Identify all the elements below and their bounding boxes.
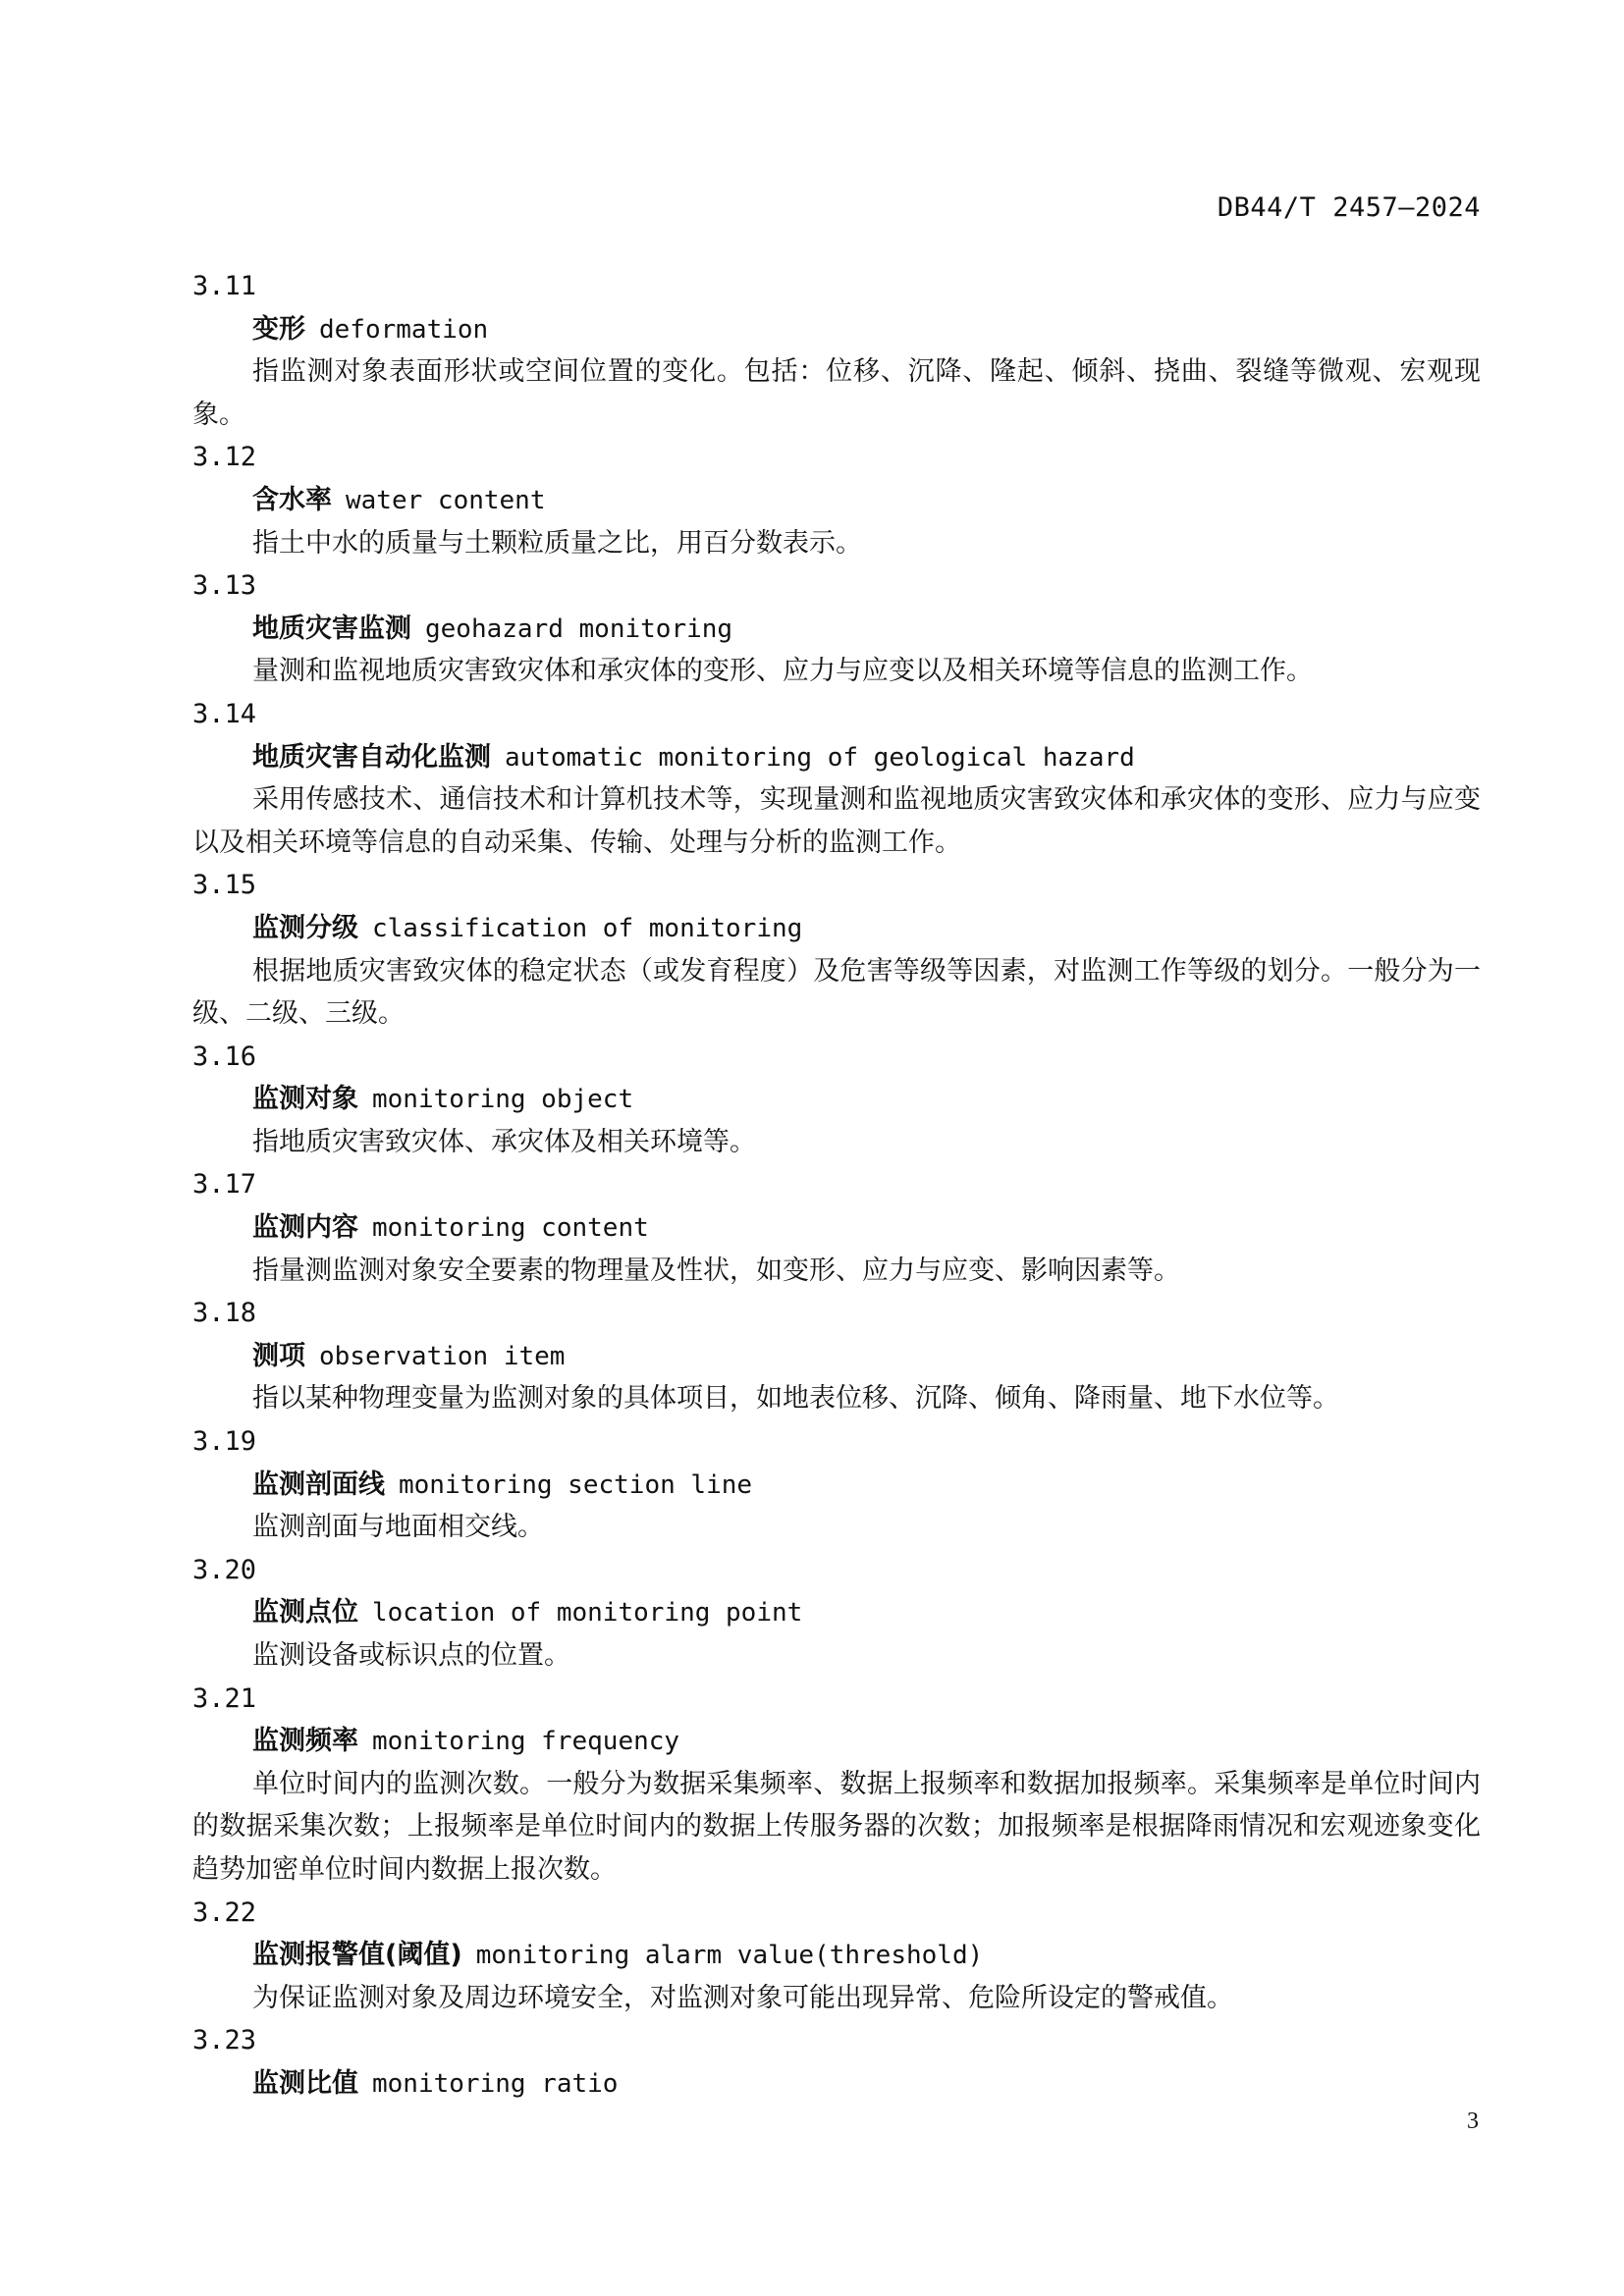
term-english: automatic monitoring of geological hazard [505,742,1135,773]
term-entry-3-19 [192,1420,1481,1549]
term-chinese: 监测比值 [252,2067,358,2099]
term-english: monitoring ratio [372,2068,619,2099]
term-entry-3-17 [192,1163,1481,1292]
term-heading [192,1206,1481,1250]
term-english: deformation [319,314,489,345]
entry-number: 3.12 [192,442,257,473]
term-entry-3-23 [192,2019,1481,2105]
term-entry-3-16 [192,1036,1481,1164]
entry-number: 3.22 [192,1896,257,1928]
term-definition: 指监测对象表面形状或空间位置的变化。包括：位移、沉降、隆起、倾斜、挠曲、裂缝等微观、宏观现象。 [192,356,1481,430]
term-heading [192,907,1481,950]
term-english: location of monitoring point [372,1598,803,1629]
entry-number: 3.11 [192,271,257,301]
term-entry-3-21 [192,1678,1481,1892]
term-english: monitoring frequency [372,1727,680,1757]
term-definition: 指以某种物理变量为监测对象的具体项目，如地表位移、沉降、倾角、降雨量、地下水位等。 [252,1383,1339,1415]
term-heading [192,1464,1481,1507]
term-definition: 监测设备或标识点的位置。 [252,1640,570,1671]
term-chinese: 监测频率 [252,1726,358,1757]
term-definition: 单位时间内的监测次数。一般分为数据采集频率、数据上报频率和数据加报频率。采集频率是单位时间内的数据采集次数；上报频率是单位时间内的数据上传服务器的次数；加报频率是根据降雨情况和宏观迹象变化趋势加密单位时间内数据上报次数。 [192,1768,1481,1885]
term-entry-3-15 [192,864,1481,1035]
term-chinese: 监测剖面线 [252,1468,385,1500]
term-english: geohazard monitoring [425,614,733,644]
term-entry-3-12 [192,436,1481,564]
term-chinese: 变形 [252,313,305,345]
term-english: monitoring section line [399,1469,753,1500]
term-chinese: 监测报警值(阈值) [252,1940,462,1971]
term-chinese: 地质灾害监测 [252,613,411,644]
term-chinese: 监测对象 [252,1084,358,1115]
entry-number: 3.21 [192,1682,257,1714]
term-entry-3-14 [192,693,1481,864]
term-definition: 根据地质灾害致灾体的稳定状态（或发育程度）及危害等级等因素，对监测工作等级的划分。一般分为一级、二级、三级。 [192,955,1481,1030]
entry-number: 3.15 [192,870,257,901]
entry-number: 3.18 [192,1298,257,1329]
term-chinese: 监测点位 [252,1597,358,1629]
term-chinese: 地质灾害自动化监测 [252,741,491,773]
term-heading [192,608,1481,651]
term-english: monitoring object [372,1085,634,1115]
term-english: monitoring content [372,1213,649,1244]
term-heading [192,479,1481,522]
term-chinese: 测项 [252,1340,305,1371]
term-english: observation item [319,1341,566,1371]
term-chinese: 监测内容 [252,1212,358,1244]
term-definition: 量测和监视地质灾害致灾体和承灾体的变形、应力与应变以及相关环境等信息的监测工作。 [252,656,1313,687]
standard-code-header: DB44/T 2457—2024 [1217,192,1481,223]
entry-number: 3.23 [192,2025,257,2056]
term-definition: 指量测监测对象安全要素的物理量及性状，如变形、应力与应变、影响因素等。 [252,1255,1180,1286]
term-heading [192,1720,1481,1763]
entry-number: 3.17 [192,1169,257,1201]
term-heading [192,2062,1481,2106]
term-heading [192,736,1481,779]
term-entry-3-22 [192,1892,1481,2020]
terms-list [192,265,1481,2106]
term-definition: 为保证监测对象及周边环境安全，对监测对象可能出现异常、危险所设定的警戒值。 [252,1982,1233,2013]
term-heading [192,1934,1481,1977]
entry-number: 3.14 [192,698,257,729]
term-english: water content [346,485,546,515]
entry-number: 3.16 [192,1041,257,1072]
term-english: classification of monitoring [372,913,803,943]
term-chinese: 含水率 [252,484,332,515]
entry-number: 3.20 [192,1554,257,1585]
term-definition: 指地质灾害致灾体、承灾体及相关环境等。 [252,1126,756,1157]
entry-number: 3.19 [192,1426,257,1458]
entry-number: 3.13 [192,570,257,602]
term-heading [192,308,1481,351]
term-definition: 监测剖面与地面相交线。 [252,1512,544,1543]
term-definition: 指土中水的质量与土颗粒质量之比，用百分数表示。 [252,527,862,559]
term-heading [192,1335,1481,1378]
term-entry-3-18 [192,1292,1481,1420]
term-definition: 采用传感技术、通信技术和计算机技术等，实现量测和监视地质灾害致灾体和承灾体的变形、应力与应变以及相关环境等信息的自动采集、传输、处理与分析的监测工作。 [192,784,1481,858]
term-english: monitoring alarm value(threshold) [475,1941,984,1971]
term-entry-3-20 [192,1549,1481,1678]
term-heading [192,1078,1481,1121]
term-heading [192,1591,1481,1634]
term-chinese: 监测分级 [252,912,358,943]
page-number: 3 [1467,2109,1479,2134]
term-entry-3-13 [192,564,1481,693]
term-entry-3-11 [192,265,1481,436]
